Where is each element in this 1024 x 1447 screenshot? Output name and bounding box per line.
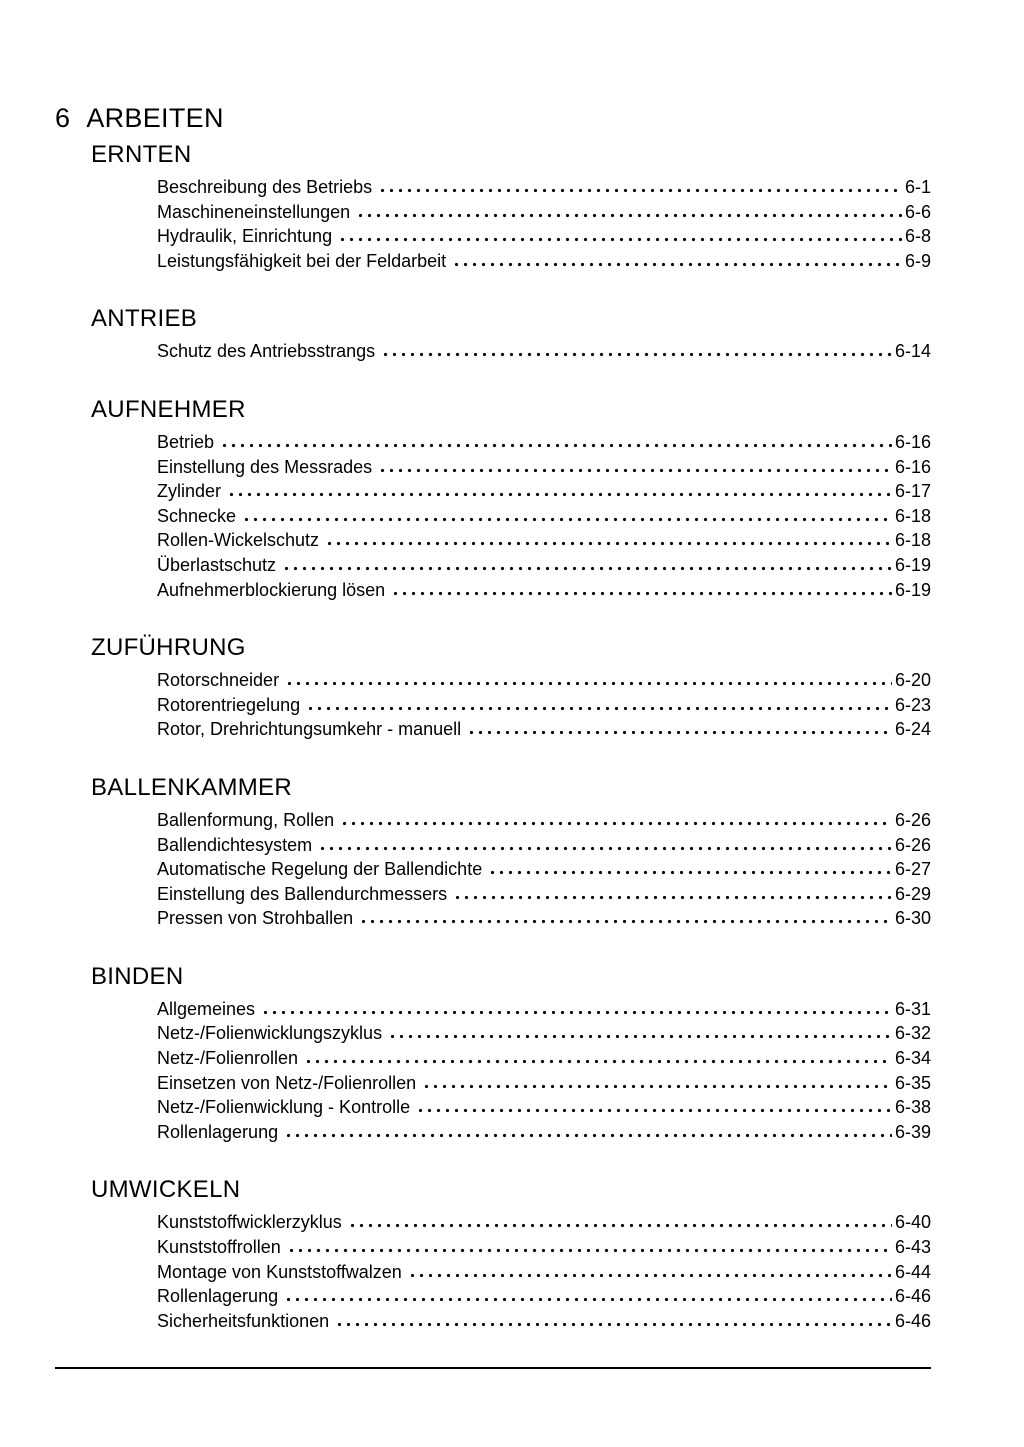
toc-entry-label: Zylinder: [157, 481, 222, 502]
dot-leader: [306, 706, 892, 711]
toc-entry: [157, 430, 931, 455]
toc-entry: [157, 906, 931, 931]
dot-leader: [348, 1223, 892, 1228]
toc-entry-page: 6-38: [894, 1097, 931, 1118]
toc-entry-label: Beschreibung des Betriebs: [157, 177, 373, 197]
toc-entry-page: 6-19: [894, 579, 931, 600]
toc-entry: [157, 224, 931, 249]
toc-entry: [157, 339, 931, 364]
dot-leader: [388, 1034, 892, 1039]
toc-entry-label: Betrieb: [157, 431, 215, 452]
dot-leader: [422, 1084, 892, 1089]
toc-entry-label: Aufnehmerblockierung lösen: [157, 579, 386, 600]
toc-entry-label: Rotorentriegelung: [157, 694, 301, 715]
toc-entry-label: Netz-/Folienwicklung - Kontrolle: [157, 1097, 411, 1118]
dot-leader: [338, 237, 902, 242]
toc-section-ballenkammer: [55, 774, 931, 931]
toc-entry-label: Ballendichtesystem: [157, 834, 313, 855]
toc-entry: [157, 200, 931, 225]
toc-entry: [157, 1284, 931, 1309]
toc-entry-page: 6-16: [894, 431, 931, 452]
dot-leader: [467, 730, 892, 735]
toc-entry: [157, 833, 931, 858]
toc-entry-page: 6-32: [894, 1023, 931, 1044]
toc-entry-page: 6-16: [894, 456, 931, 477]
chapter-title: [55, 103, 931, 133]
toc-entry-page: 6-8: [904, 226, 931, 247]
toc-entry: [157, 717, 931, 742]
toc-section-antrieb: [55, 305, 931, 364]
toc-entry-label: Netz-/Folienrollen: [157, 1048, 299, 1069]
toc-entry-page: 6-44: [894, 1261, 931, 1282]
toc-entry-page: 6-43: [894, 1237, 931, 1258]
toc-entry: [157, 1071, 931, 1096]
toc-entry-page: 6-27: [894, 859, 931, 880]
toc-entry-label: Einsetzen von Netz-/Folienrollen: [157, 1072, 417, 1093]
toc-entry-page: 6-18: [894, 505, 931, 526]
dot-leader: [378, 468, 892, 473]
toc-entry: [157, 455, 931, 480]
footer-rule: [55, 1367, 931, 1369]
toc-entry-label: Einstellung des Ballendurchmessers: [157, 883, 448, 904]
toc-entry-label: Leistungsfähigkeit bei der Feldarbeit: [157, 250, 447, 271]
toc-entry-page: 6-39: [894, 1121, 931, 1142]
toc-entry: [157, 578, 931, 603]
section-title: ZUFÜHRUNG: [91, 634, 246, 662]
toc-entry: [157, 1260, 931, 1285]
toc-entry-label: Maschineneinstellungen: [157, 201, 351, 222]
toc-entry: [157, 1235, 931, 1260]
toc-section-aufnehmer: [55, 396, 931, 602]
toc-entry-page: 6-31: [894, 998, 931, 1019]
toc-entry: [157, 668, 931, 693]
section-title: UMWICKELN: [91, 1176, 241, 1204]
toc-entry-page: 6-40: [894, 1212, 931, 1233]
dot-leader: [227, 492, 892, 497]
toc-entry: [157, 1046, 931, 1071]
dot-leader: [391, 591, 892, 596]
toc-entry-page: 6-26: [894, 834, 931, 855]
toc-entry-label: Rollenlagerung: [157, 1121, 279, 1142]
toc-entry-label: Rotorschneider: [157, 670, 280, 691]
toc-content: [55, 103, 931, 1369]
toc-entry: [157, 175, 931, 200]
toc-entry-label: Schnecke: [157, 505, 237, 526]
toc-entry: [157, 1210, 931, 1235]
section-title: ERNTEN: [91, 141, 192, 168]
toc-entry: [157, 1021, 931, 1046]
toc-entry: [157, 1095, 931, 1120]
dot-leader: [242, 517, 892, 522]
toc-entry-label: Netz-/Folienwicklungszyklus: [157, 1023, 383, 1044]
toc-entry-page: 6-30: [894, 908, 931, 929]
toc-entry-page: 6-26: [894, 809, 931, 830]
dot-leader: [452, 262, 902, 267]
toc-entry: [157, 693, 931, 718]
toc-section-binden: [55, 963, 931, 1145]
dot-leader: [284, 1133, 892, 1138]
toc-entry-label: Schutz des Antriebsstrangs: [157, 341, 376, 362]
toc-entry-page: 6-18: [894, 530, 931, 551]
dot-leader: [282, 566, 892, 571]
toc-entry: [157, 1309, 931, 1334]
toc-entry-page: 6-20: [894, 670, 931, 691]
toc-entry-label: Kunststoffwicklerzyklus: [157, 1212, 342, 1233]
section-title: ANTRIEB: [91, 305, 198, 333]
dot-leader: [453, 895, 892, 900]
dot-leader: [287, 1248, 892, 1253]
toc-entry-page: 6-9: [904, 250, 931, 271]
dot-leader: [356, 213, 902, 218]
toc-entry-page: 6-46: [894, 1286, 931, 1307]
toc-entry-label: Sicherheitsfunktionen: [157, 1310, 330, 1331]
toc-entry-label: Rollen-Wickelschutz: [157, 530, 320, 551]
dot-leader: [304, 1059, 892, 1064]
toc-entry: [157, 882, 931, 907]
dot-leader: [318, 846, 892, 851]
dot-leader: [381, 352, 892, 357]
toc-entry: [157, 528, 931, 553]
toc-entry-label: Überlastschutz: [157, 554, 277, 575]
toc-entry-page: 6-6: [904, 201, 931, 222]
toc-entry: [157, 504, 931, 529]
toc-entry: [157, 249, 931, 274]
toc-entry-page: 6-17: [894, 481, 931, 502]
section-title: AUFNEHMER: [91, 395, 246, 423]
toc-entry-label: Rotor, Drehrichtungsumkehr - manuell: [157, 719, 462, 740]
toc-entry: [157, 808, 931, 833]
toc-entry-label: Pressen von Strohballen: [157, 908, 354, 929]
toc-entry-page: 6-14: [894, 341, 931, 362]
toc-entry-page: 6-29: [894, 883, 931, 904]
dot-leader: [284, 1297, 892, 1302]
dot-leader: [408, 1273, 892, 1278]
toc-entry-label: Ballenformung, Rollen: [157, 809, 335, 830]
dot-leader: [359, 919, 892, 924]
toc-entry: [157, 553, 931, 578]
dot-leader: [285, 681, 892, 686]
toc-entry: [157, 479, 931, 504]
section-title: BINDEN: [91, 962, 184, 990]
toc-entry-label: Automatische Regelung der Ballendichte: [157, 859, 483, 880]
toc-entry-page: 6-24: [894, 719, 931, 740]
toc-entry-page: 6-23: [894, 694, 931, 715]
toc-entry-label: Allgemeines: [157, 998, 256, 1019]
section-title: BALLENKAMMER: [91, 773, 292, 801]
toc-entry-label: Montage von Kunststoffwalzen: [157, 1261, 402, 1282]
toc-entry-page: 6-19: [894, 554, 931, 575]
toc-entry-page: 6-35: [894, 1072, 931, 1093]
toc-entry-page: 6-34: [894, 1048, 931, 1069]
dot-leader: [416, 1108, 892, 1113]
toc-entry: [157, 1120, 931, 1145]
chapter-label: ARBEITEN: [86, 103, 224, 133]
toc-entry-page: 6-1: [904, 177, 931, 197]
toc-entry-label: Hydraulik, Einrichtung: [157, 226, 333, 247]
toc-entry-label: Einstellung des Messrades: [157, 456, 373, 477]
toc-entry-label: Kunststoffrollen: [157, 1237, 281, 1258]
toc-entry: [157, 997, 931, 1022]
chapter-number: 6: [55, 103, 71, 133]
toc-entry-label: Rollenlagerung: [157, 1286, 279, 1307]
toc-section-zufuehrung: [55, 634, 931, 742]
dot-leader: [335, 1322, 892, 1327]
dot-leader: [261, 1010, 892, 1015]
dot-leader: [340, 821, 892, 826]
dot-leader: [220, 443, 892, 448]
toc-section-ernten: [55, 141, 931, 273]
dot-leader: [325, 541, 892, 546]
toc-entry: [157, 857, 931, 882]
dot-leader: [378, 188, 902, 193]
dot-leader: [488, 870, 892, 875]
toc-section-umwickeln: [55, 1176, 931, 1333]
toc-entry-page: 6-46: [894, 1310, 931, 1331]
